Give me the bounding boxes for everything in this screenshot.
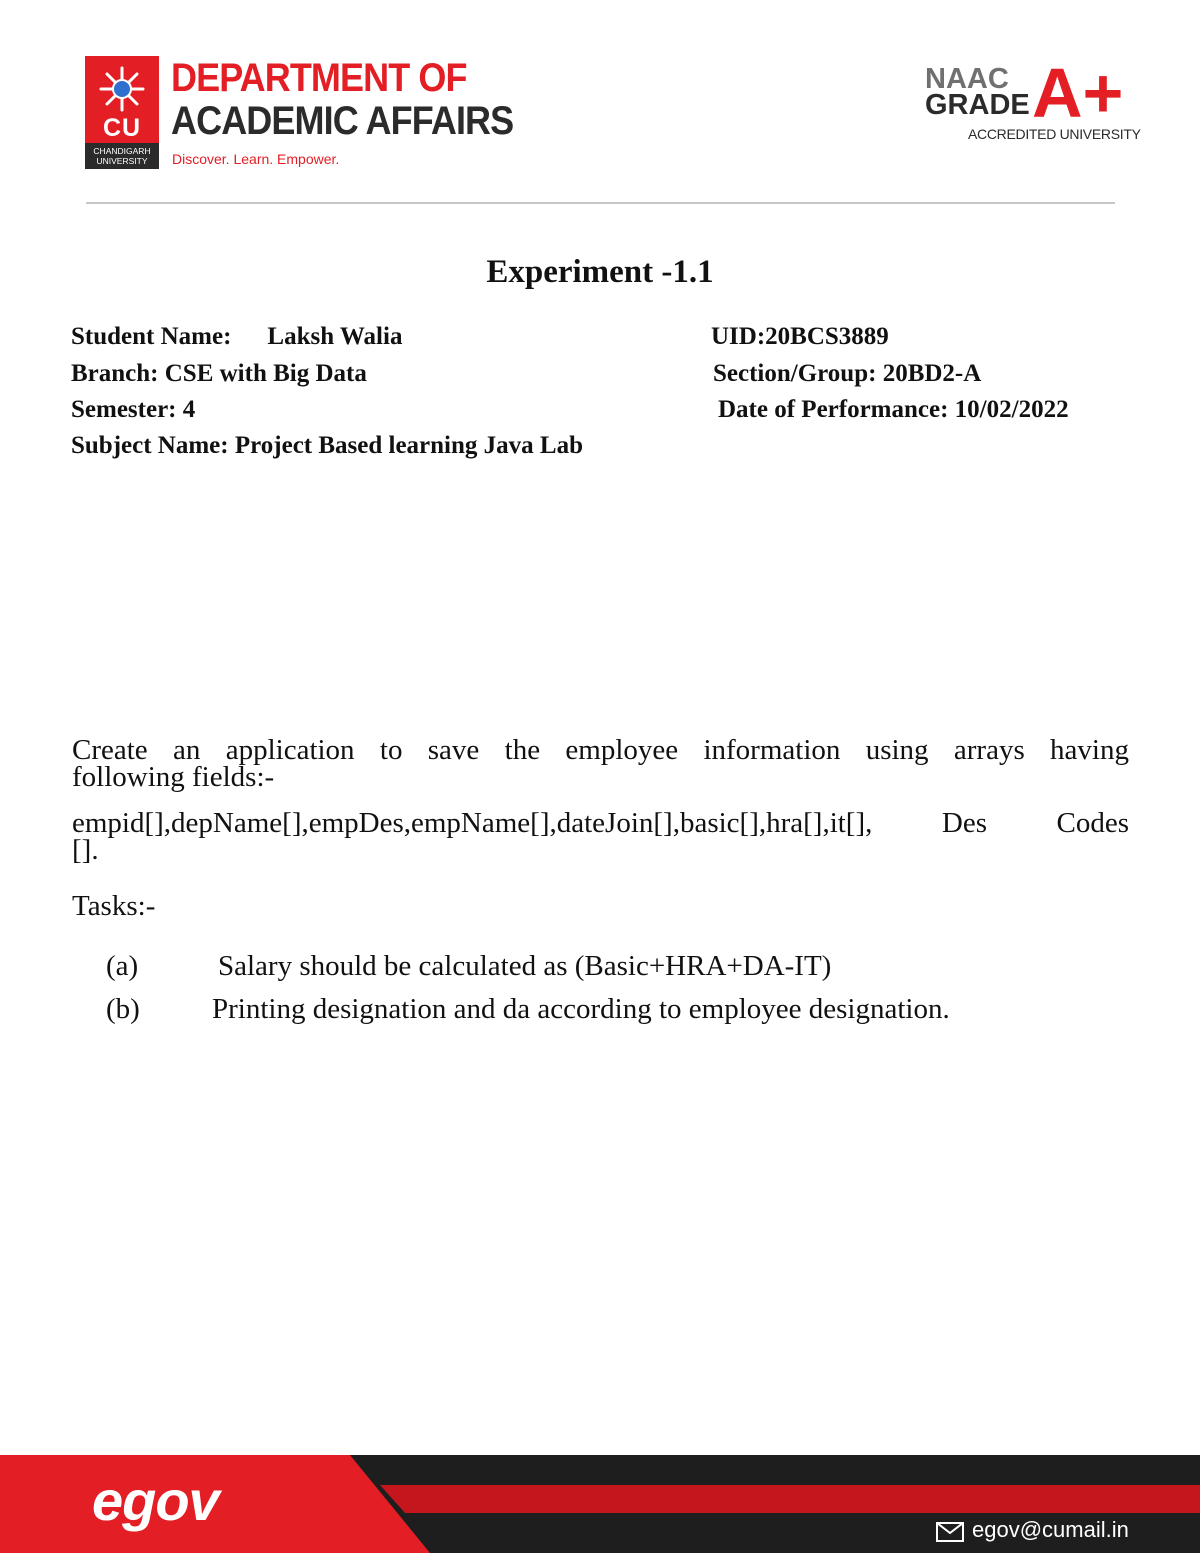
department-title-line1: DEPARTMENT OF bbox=[171, 56, 467, 100]
naac-grade-text: GRADE bbox=[925, 89, 1030, 121]
department-title-line2: ACADEMIC AFFAIRS bbox=[171, 99, 514, 143]
task-text: Printing designation and da according to employee designation. bbox=[212, 993, 950, 1025]
tasks-heading: Tasks:- bbox=[72, 890, 156, 922]
page-title: Experiment -1.1 bbox=[486, 254, 714, 290]
naac-logo bbox=[925, 63, 1030, 121]
cu-logo-university: CHANDIGARH UNIVERSITY bbox=[85, 143, 159, 169]
problem-line1: Create an application to save the employee information using arrays having bbox=[72, 734, 1129, 766]
mail-icon bbox=[936, 1522, 964, 1542]
student-name-row bbox=[71, 323, 402, 351]
problem-line2: following fields:- bbox=[72, 761, 275, 793]
footer-email[interactable]: egov@cumail.in bbox=[972, 1517, 1129, 1542]
header-divider bbox=[86, 202, 1115, 204]
task-text: Salary should be calculated as (Basic+HRA+DA-IT) bbox=[218, 950, 832, 982]
fields-line1: empid[],depName[],empDes,empName[],dateJoin[],basic[],hra[],it[], Des Codes bbox=[72, 807, 1129, 839]
date-of-performance-text: Date of Performance: 10/02/2022 bbox=[718, 396, 1069, 423]
section-text: Section/Group: 20BD2-A bbox=[713, 360, 982, 387]
semester-text: Semester: 4 bbox=[71, 396, 196, 423]
fields-statement bbox=[72, 807, 1129, 866]
fields-line2: []. bbox=[72, 834, 99, 866]
naac-accredited-text: ACCREDITED UNIVERSITY bbox=[968, 126, 1141, 142]
snowflake-icon bbox=[97, 64, 147, 114]
task-label: (b) bbox=[106, 993, 140, 1025]
department-tagline: Discover. Learn. Empower. bbox=[172, 151, 340, 167]
branch-text: Branch: CSE with Big Data bbox=[71, 360, 367, 387]
cu-logo bbox=[85, 56, 159, 169]
cu-logo-text: CU bbox=[102, 114, 142, 142]
task-label: (a) bbox=[106, 950, 139, 982]
naac-text: NAAC bbox=[925, 63, 1009, 95]
egov-logo: egov bbox=[92, 1469, 219, 1532]
uid-text: UID:20BCS3889 bbox=[711, 323, 889, 350]
student-name-value: Laksh Walia bbox=[267, 323, 403, 350]
naac-grade-badge: A+ bbox=[1032, 54, 1124, 132]
subject-name-text: Subject Name: Project Based learning Java Lab bbox=[71, 432, 583, 459]
problem-statement bbox=[72, 734, 1129, 793]
student-name-label: Student Name: bbox=[71, 323, 232, 350]
